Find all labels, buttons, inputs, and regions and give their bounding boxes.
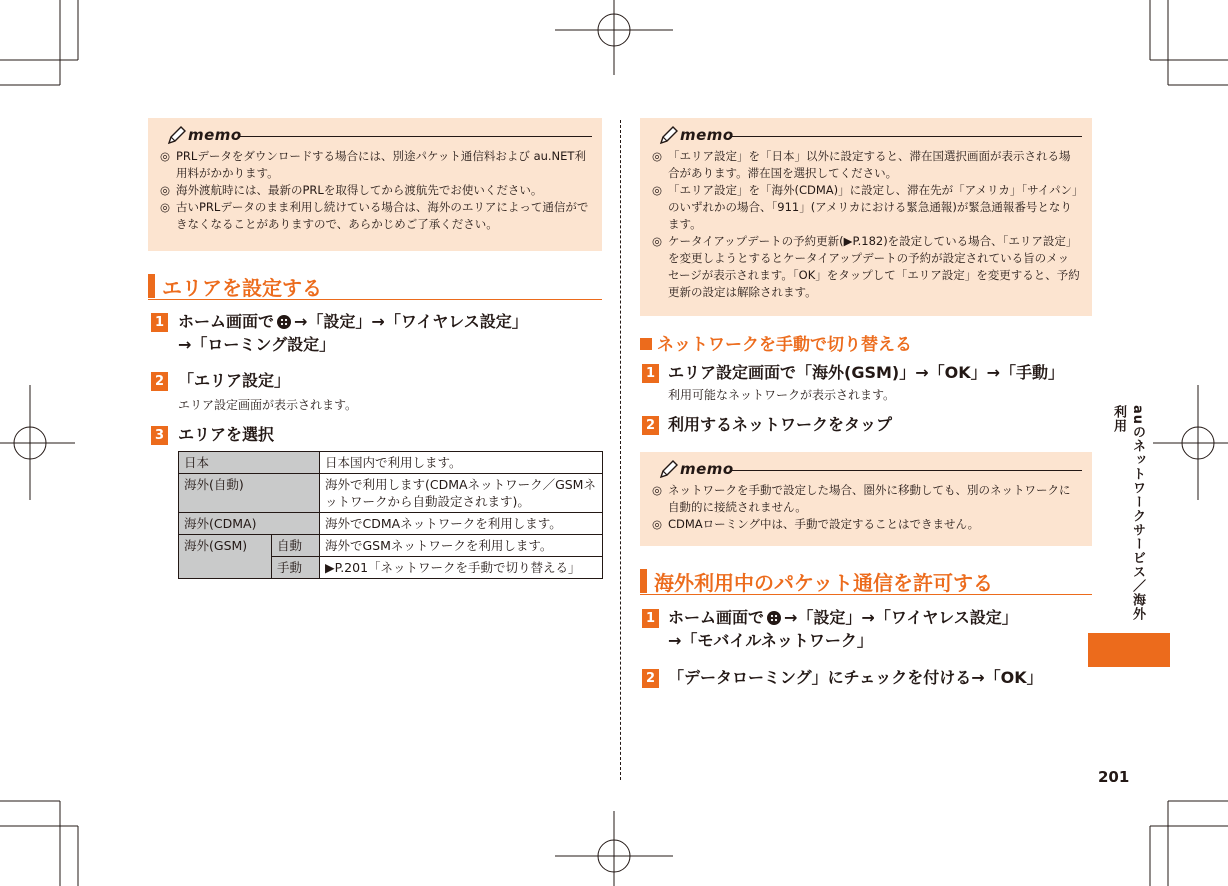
section-heading [640,567,1092,593]
table-row [179,513,603,535]
table-cell: 海外(GSM) [179,535,272,579]
memo-item: ◎ ケータイアップデートの予約更新(▶P.182)を設定している場合、「エリア設定」を変更しようとするとケータイアップデートの予約が設定されている旨のメッセージが表示されます。「OK」をタップして「エリア設定」を変更すると、予約更新の設定は解除されます。 [652,234,1080,299]
memo-bullet: ◎ [160,149,171,163]
side-index-label: auのネットワークサービス／海外利用 [1111,405,1145,622]
step-number: 2 [642,416,659,435]
section-title: エリアを設定する [162,276,322,300]
step-text: 「データローミング」にチェックを付ける→「OK」 [668,668,1043,687]
step-number: 1 [151,313,168,332]
memo-rule [730,136,1082,137]
memo-rule [238,136,592,137]
memo-rule [730,470,1082,471]
section-bar [148,274,155,298]
step-text: →「モバイルネットワーク」 [668,631,873,650]
step-text: →「ローミング設定」 [178,335,336,354]
table-row [179,474,603,513]
table-cell: 自動 [272,535,320,557]
memo-label: memo [680,460,734,478]
table-cell: 手動 [272,557,320,579]
memo-list [160,148,590,233]
side-index-marker [1088,633,1170,667]
step-number: 2 [151,372,168,391]
step-number: 1 [642,364,659,383]
step-number: 1 [642,609,659,628]
step-text: ホーム画面で →「設定」→「ワイヤレス設定」 [668,608,1018,627]
section-title: 海外利用中のパケット通信を許可する [654,571,993,595]
table-cell: 海外(CDMA) [179,513,320,535]
step-note: エリア設定画面が表示されます。 [178,398,358,412]
memo-label: memo [188,126,242,144]
memo-list [652,482,1080,533]
step-number: 2 [642,669,659,688]
step-note: 利用可能なネットワークが表示されます。 [668,388,896,402]
section-heading [148,272,602,298]
table-cell: 日本国内で利用します。 [320,452,603,474]
table-cell: 海外で利用します(CDMAネットワーク／GSMネットワークから自動設定されます)。 [320,474,603,513]
memo-list [652,148,1080,301]
memo-box [148,118,602,251]
memo-item: ◎ CDMAローミング中は、手動で設定することはできません。 [652,517,980,531]
section-rule [640,594,1092,595]
memo-box [640,452,1092,546]
table-row [179,535,603,557]
memo-header [650,458,1082,482]
step-number: 3 [151,426,168,445]
memo-label: memo [680,126,734,144]
memo-box [640,118,1092,316]
memo-item: ◎ 海外渡航時には、最新のPRLを取得してから渡航先でお使いください。 [160,183,543,197]
pencil-icon [658,124,680,146]
step-text: 「エリア設定」 [178,371,291,390]
memo-header [650,124,1082,148]
section-rule [148,299,602,300]
pencil-icon [658,458,680,480]
page-number: 201 [1098,768,1130,786]
table-cell: ▶P.201「ネットワークを手動で切り替える」 [320,557,603,579]
memo-header [158,124,592,148]
step-text: 利用するネットワークをタップ [668,415,893,434]
table-cell: 海外(自動) [179,474,320,513]
memo-item: ◎ PRLデータをダウンロードする場合には、別途パケット通信料および au.NET利用料がかかります。 [160,149,586,180]
step-text: エリア設定画面で「海外(GSM)」→「OK」→「手動」 [668,363,1065,382]
step-text: エリアを選択 [178,425,275,444]
pencil-icon [166,124,188,146]
memo-item: ◎ 「エリア設定」を「海外(CDMA)」に設定し、滞在先が「アメリカ」「サイパン」のいずれかの場合、「911」(アメリカにおける緊急通報)が緊急通報番号となります。 [652,183,1078,231]
column-divider [620,120,621,780]
area-table [178,451,603,579]
subsection-title: ネットワークを手動で切り替える [640,330,912,355]
table-cell: 海外でGSMネットワークを利用します。 [320,535,603,557]
memo-item: ◎ 「エリア設定」を「日本」以外に設定すると、滞在国選択画面が表示される場合があります。滞在国を選択してください。 [652,149,1071,180]
step-text: ホーム画面で →「設定」→「ワイヤレス設定」 [178,312,528,331]
side-index-tab [1107,405,1145,630]
app-launcher-icon [277,315,291,329]
memo-item: ◎ ネットワークを手動で設定した場合、圏外に移動しても、別のネットワークに自動的に接続されません。 [652,483,1071,514]
table-cell: 海外でCDMAネットワークを利用します。 [320,513,603,535]
table-row [179,452,603,474]
section-bar [640,569,647,593]
square-marker-icon [640,338,652,350]
app-launcher-icon [767,611,781,625]
table-cell: 日本 [179,452,320,474]
memo-item: ◎ 古いPRLデータのまま利用し続けている場合は、海外のエリアによって通信ができなくなることがありますので、あらかじめご了承ください。 [160,200,589,231]
